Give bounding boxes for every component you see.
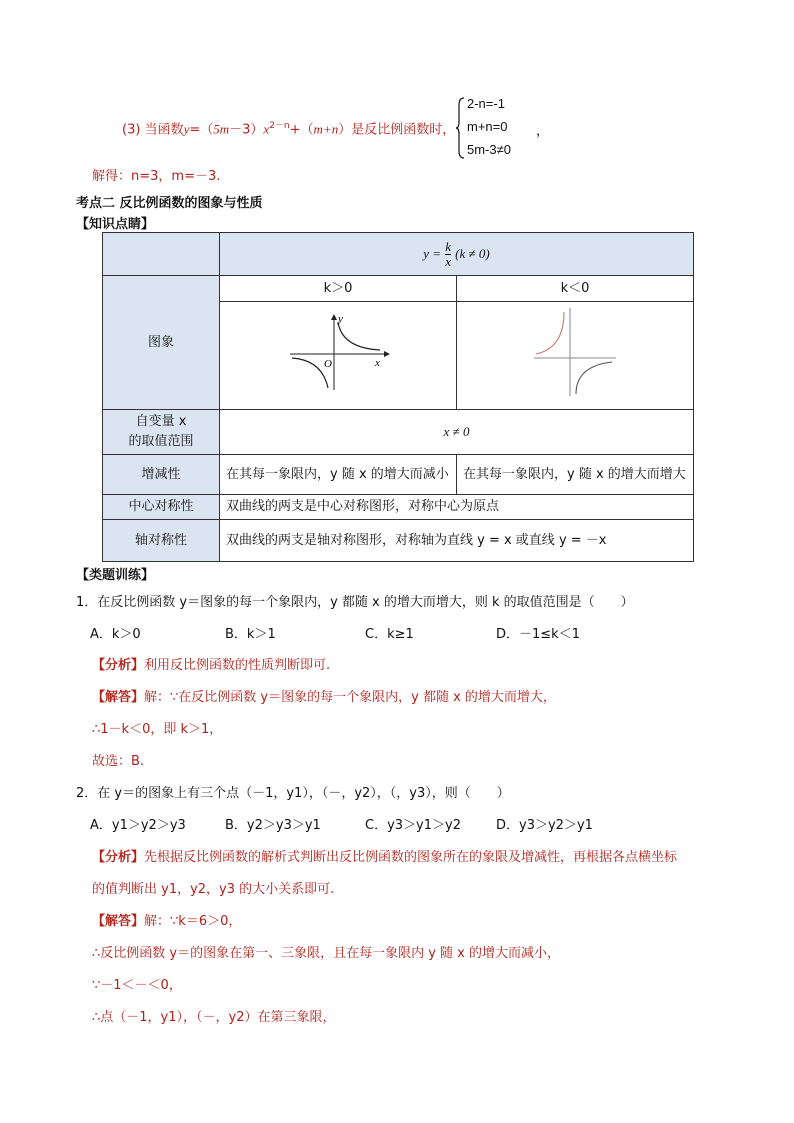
part3-eq: =（	[189, 122, 214, 138]
q1-analysis-tag: 【分析】	[92, 658, 145, 673]
q1-answer-line1	[92, 686, 556, 705]
formula-numerator: k	[445, 238, 451, 254]
q1-option-d: D．－1≤k＜1	[496, 627, 580, 642]
q2-answer-line3: ∵－1＜－＜0，	[92, 978, 182, 993]
part3-plus: +（	[289, 122, 314, 138]
table-corner	[103, 233, 220, 276]
q2-answer-line2: ∴反比例函数 y＝的图象在第一、三象限，且在每一象限内 y 随 x 的增大而减小，	[92, 946, 561, 961]
knowledge-table	[102, 232, 694, 562]
q2-option-b: B．y2＞y3＞y1	[225, 818, 321, 833]
branch-third-quadrant	[292, 358, 328, 388]
row-label-domain-line1: 自变量 x	[135, 414, 187, 429]
part3-y: y	[183, 121, 190, 137]
row-label-axial: 轴对称性	[103, 520, 220, 562]
q2-analysis-tag: 【分析】	[92, 850, 145, 865]
part3-line	[122, 118, 455, 137]
knowledge-heading: 【知识点睛】	[76, 217, 155, 232]
q1-analysis-text: 利用反比例函数的性质判断即可.	[144, 658, 331, 673]
part3-close: ）是反比例函数时，	[338, 122, 456, 138]
q2-stem: 2．在 y＝的图象上有三个点（－1，y1），（－，y2），（，y3），则（ ）	[76, 786, 510, 801]
formula-cell	[220, 233, 694, 276]
formula-condition: (k ≠ 0)	[455, 245, 490, 261]
q2-answer-text-1: 解：∵k＝6＞0，	[144, 914, 242, 929]
part3-x: x	[263, 121, 270, 137]
q1-answer-line3: 故选：B.	[92, 754, 145, 769]
row-label-domain	[103, 410, 220, 455]
branch-second-quadrant	[536, 312, 564, 354]
system-brace	[456, 97, 466, 159]
col-header-k-negative: k＜0	[457, 276, 694, 302]
branch-first-quadrant	[338, 322, 380, 350]
part3-prefix: (3) 当函数	[122, 122, 184, 138]
central-symmetry-text: 双曲线的两支是中心对称图形，对称中心为原点	[220, 495, 694, 520]
q2-answer-line1	[92, 910, 241, 929]
branch-fourth-quadrant	[576, 362, 612, 394]
part3-exponent: 2－n	[269, 121, 290, 131]
formula-denominator: x	[445, 253, 451, 269]
part3-minus3: －3）	[229, 122, 264, 138]
row-label-central: 中心对称性	[103, 495, 220, 520]
q2-analysis-text-1: 先根据反比例函数的解析式判断出反比例函数的图象所在的象限及增减性，再根据各点横坐标	[144, 850, 678, 865]
row-label-domain-line2: 的取值范围	[128, 434, 194, 449]
q1-option-c: C．k≥1	[365, 627, 414, 642]
hyperbola-k-positive-graph	[282, 312, 394, 392]
q1-answer-line2: ∴1－k＜0，即 k＞1，	[92, 722, 223, 737]
axial-symmetry-text: 双曲线的两支是轴对称图形，对称轴为直线 y = x 或直线 y = －x	[220, 520, 694, 562]
graph-k-negative-cell	[457, 302, 694, 410]
brace-comma: ，	[536, 124, 550, 139]
q2-answer-tag: 【解答】	[92, 914, 145, 929]
axis-label-x: x	[375, 357, 380, 369]
formula-lhs: y =	[423, 245, 442, 261]
q2-analysis-line2: 的值判断出 y1，y2，y3 的大小关系即可.	[92, 882, 335, 897]
part3-5m: 5m	[213, 121, 230, 137]
axis-label-y: y	[338, 313, 343, 325]
q1-option-b: B．k＞1	[225, 627, 276, 642]
monotonic-k-positive: 在其每一象限内，y 随 x 的增大而减小	[220, 455, 457, 495]
q2-option-d: D．y3＞y2＞y1	[496, 818, 593, 833]
q2-option-c: C．y3＞y1＞y2	[365, 818, 461, 833]
practice-heading: 【类题训练】	[76, 568, 155, 583]
brace-eq-2: m+n=0	[467, 119, 508, 134]
q2-option-a: A．y1＞y2＞y3	[90, 818, 186, 833]
solve-line	[92, 165, 220, 184]
monotonic-k-negative: 在其每一象限内，y 随 x 的增大而增大	[457, 455, 694, 495]
formula-fraction	[445, 240, 451, 269]
col-header-k-positive: k＞0	[220, 276, 457, 302]
domain-value: x ≠ 0	[220, 410, 694, 455]
solve-text: n=3，m=－3.	[131, 169, 221, 184]
q2-answer-line4: ∴点（－1，y1），（－，y2）在第三象限，	[92, 1010, 336, 1025]
q1-answer-text-1: 解：∵在反比例函数 y＝图象的每一个象限内，y 都随 x 的增大而增大，	[144, 690, 556, 705]
q1-stem: 1．在反比例函数 y＝图象的每一个象限内，y 都随 x 的增大而增大，则 k 的取值范围是（ ）	[76, 595, 634, 610]
q1-analysis	[92, 654, 330, 673]
section-title: 考点二 反比例函数的图象与性质	[76, 196, 263, 211]
q2-analysis-line1	[92, 846, 677, 865]
origin-label: O	[324, 358, 332, 370]
q1-option-a: A．k＞0	[90, 627, 141, 642]
solve-label: 解得：	[92, 169, 132, 184]
brace-eq-3: 5m-3≠0	[467, 142, 511, 157]
row-label-monotonic: 增减性	[103, 455, 220, 495]
brace-eq-1: 2-n=-1	[467, 96, 505, 111]
part3-mn: m+n	[313, 121, 339, 137]
y-axis-arrow	[331, 314, 337, 320]
graph-k-positive-cell	[220, 302, 457, 410]
x-axis-arrow	[384, 351, 390, 357]
row-label-graph: 图象	[103, 276, 220, 410]
q1-answer-tag: 【解答】	[92, 690, 145, 705]
hyperbola-k-negative-graph	[530, 304, 620, 400]
